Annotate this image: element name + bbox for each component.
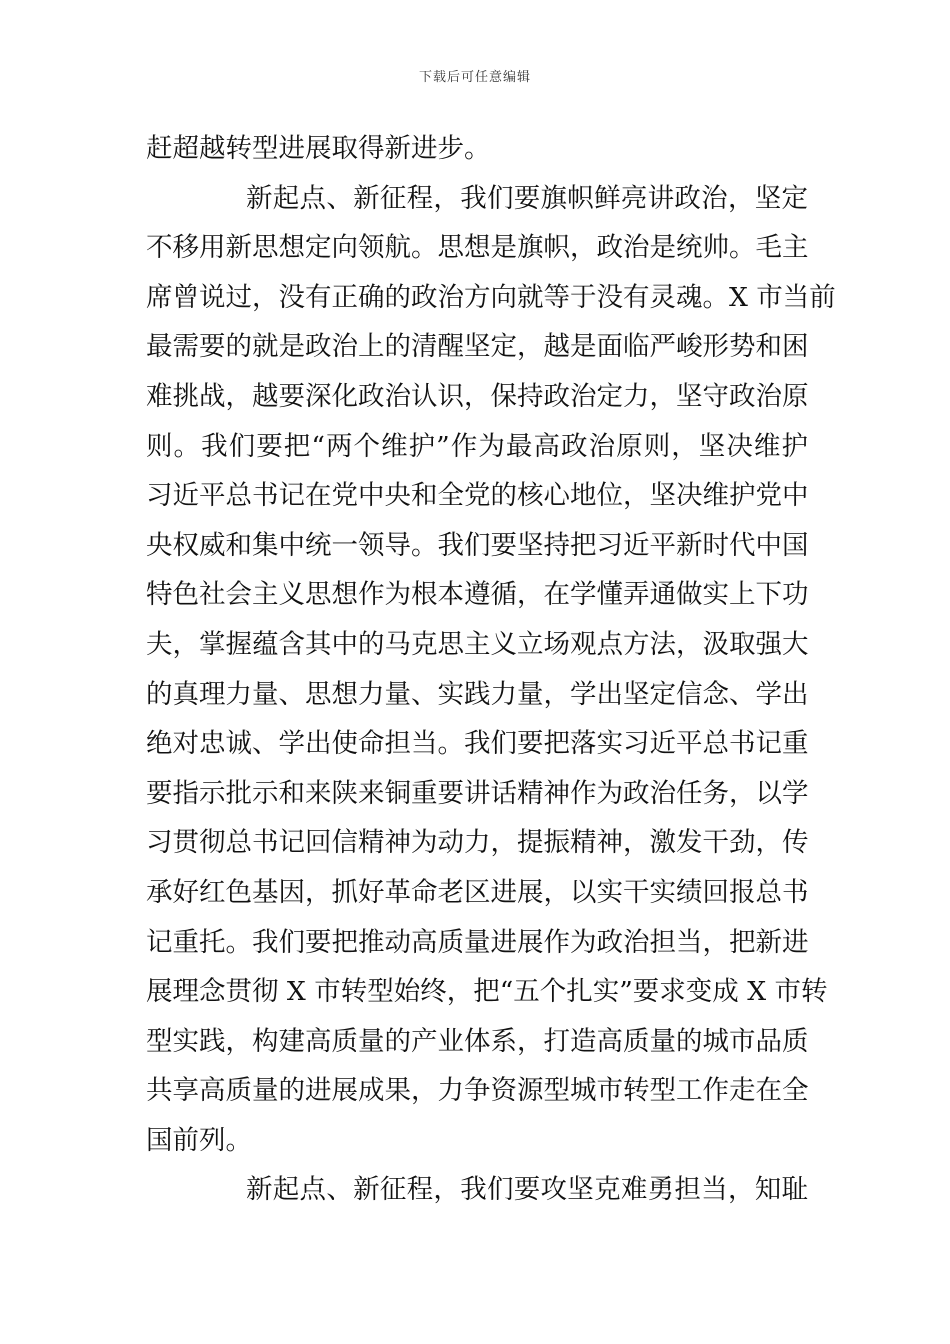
text-line: 国前列。 <box>146 1124 252 1156</box>
document-body <box>146 124 836 1215</box>
text-line: 共享高质量的进展成果，力争资源型城市转型工作走在全 <box>146 1075 809 1107</box>
text-line: 夫，掌握蕴含其中的马克思主义立场观点方法，汲取强大 <box>146 628 809 660</box>
text-line: 则。我们要把“两个维护”作为最高政治原则，坚决维护 <box>146 430 808 462</box>
text-line: 习贯彻总书记回信精神为动力，提振精神，激发干劲，传 <box>146 827 809 859</box>
text-line: 新起点、新征程，我们要攻坚克难勇担当，知耻 <box>246 1174 808 1206</box>
text-line: 记重托。我们要把推动高质量进展作为政治担当，把新进 <box>146 926 809 958</box>
text-line: 赶超越转型进展取得新进步。 <box>146 133 491 164</box>
text-line: 难挑战，越要深化政治认识，保持政治定力，坚守政治原 <box>146 380 809 412</box>
text-line: 特色社会主义思想作为根本遵循，在学懂弄通做实上下功 <box>146 579 809 611</box>
text-line: 要指示批示和来陕来铜重要讲话精神作为政治任务，以学 <box>146 777 809 809</box>
page-header: 下载后可任意编辑 <box>418 70 531 85</box>
text-line: 最需要的就是政治上的清醒坚定，越是面临严峻形势和困 <box>146 331 809 363</box>
text-line: 型实践，构建高质量的产业体系，打造高质量的城市品质 <box>146 1025 809 1057</box>
text-line: 的真理力量、思想力量、实践力量，学出坚定信念、学出 <box>146 678 809 710</box>
text-line: 展理念贯彻 X 市转型始终，把“五个扎实”要求变成 X 市转 <box>146 976 828 1008</box>
text-line: 习近平总书记在党中央和全党的核心地位，坚决维护党中 <box>146 480 809 512</box>
text-line: 承好红色基因，抓好革命老区进展，以实干实绩回报总书 <box>146 876 809 908</box>
text-line: 新起点、新征程，我们要旗帜鲜亮讲政治，坚定 <box>246 182 808 214</box>
text-line: 绝对忠诚、学出使命担当。我们要把落实习近平总书记重 <box>146 728 809 760</box>
text-line: 央权威和集中统一领导。我们要坚持把习近平新时代中国 <box>146 529 809 561</box>
text-line: 不移用新思想定向领航。思想是旗帜，政治是统帅。毛主 <box>146 232 809 264</box>
text-line: 席曾说过，没有正确的政治方向就等于没有灵魂。X 市当前 <box>146 281 836 313</box>
